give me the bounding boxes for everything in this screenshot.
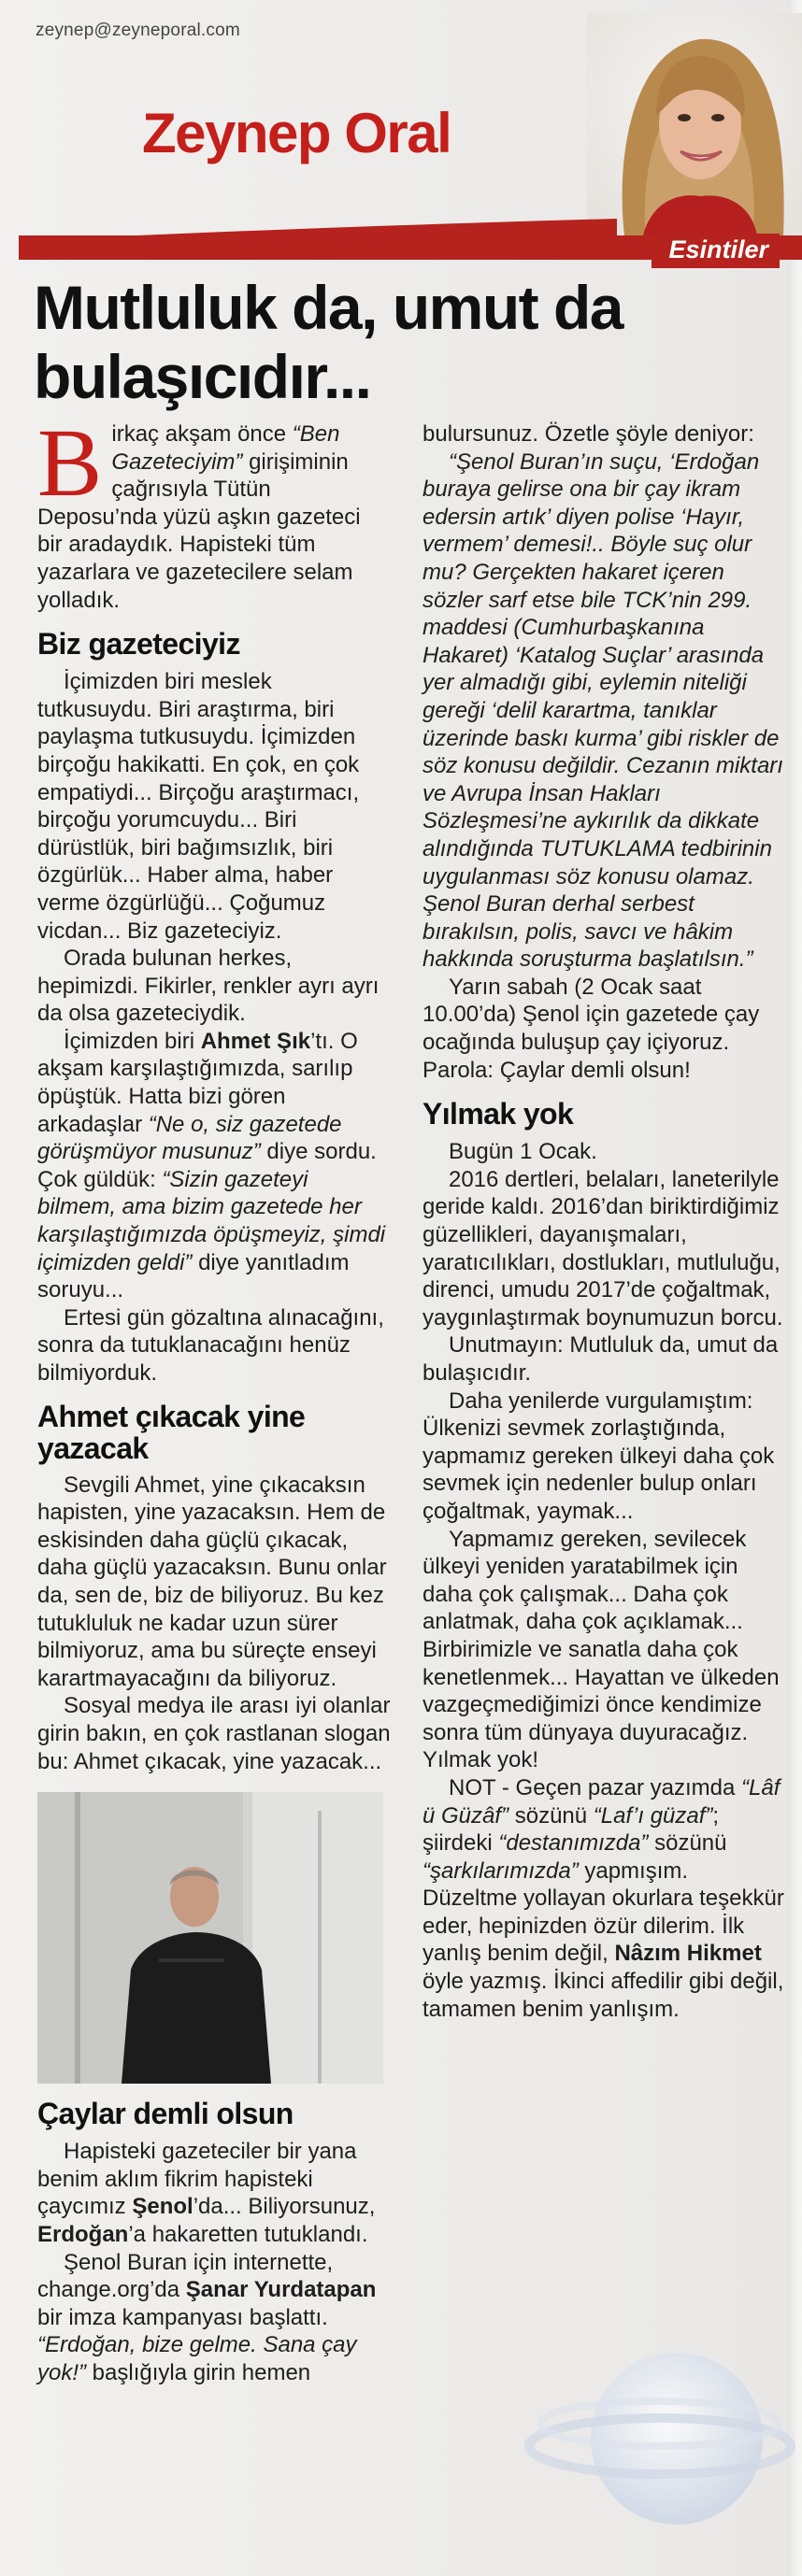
text-run: öyle yazmış. İkinci affedilir gibi değil, tamamen benim yanlışım. [422,1969,784,2022]
text-run: sözünü [508,1802,594,1829]
text-run: Ertesi gün gözaltına alınacağını, sonra da tutuklanacağını henüz bilmiyorduk. [37,1304,384,1386]
text-run: ’a hakaretten tutuklandı. [128,2221,368,2247]
section-heading-caylar: Çaylar demli olsun [37,2097,294,2131]
text-run: “Ne o, siz gazetede görüşmüyor musunuz” [37,1111,342,1165]
text-run: Erdoğan [37,2221,129,2247]
text-run: “Ben Gazeteciyim” [111,421,340,475]
column-label: Esintiler [652,234,780,268]
text-run: başlığıyla girin hemen [86,2359,311,2385]
ahmet-sik-photo [37,1792,383,2084]
text-run: Daha yenilerde vurgulamıştım: Ülkenizi sevmek zorlaştığında, yapmamız gereken ülkeyi daha çok sevmek için nedenler bulup onları çoğaltmak, yaymak... [422,1388,775,1524]
right-intro [422,420,789,1084]
text-run: “Şenol Buran’ın suçu, ‘Erdoğan buraya gelirse ona bir çay ikram edersin artık’ diyen polise ‘Hayır, vermem’ demesi!.. Böyle suç olur mu? Gerçekten hakaret içeren sözler sarf etse bile TCK’nin 299. maddesi (Cumhurbaşkanına Hakaret) ‘Katalog Suçlar’ arasında yer almadığı gibi, eylemin niteliği gereği ‘delil karartma, tanıklar üzerinde baskı kurma’ gibi riskler de söz konusu değildir. Cezanın miktarı ve Avrupa İnsan Hakları Sözleşmesi’ne aykırılık da dikkate alındığında TUTUKLAMA tedbirinin uygulanması söz konusu olamaz. Şenol Buran derhal serbest bırakılsın, polis, savcı ve hâkim hakkında soruşturma başlatılsın.” [422,448,783,973]
text-run: Orada bulunan herkes, hepimizdi. Fikirler, renkler ayrı ayrı da olsa gazeteciydik. [37,946,380,1027]
text-run: yapmışım. Düzeltme yollayan okurlara teşekkür eder, hepinizden özür dilerim. İlk yanlış benim değil, [422,1857,784,1967]
paragraph [422,1388,789,1526]
author-portrait [587,13,802,235]
text-run: Unutmayın: Mutluluk da, umut da bulaşıcıdır. [422,1332,779,1386]
text-run: Sosyal medya ile arası iyi olanlar girin bakın, en çok rastlanan slogan bu: Ahmet çıkacak, yine yazacak... [37,1693,391,1774]
text-run: Yarın sabah (2 Ocak saat 10.00’da) Şenol için gazetede çay ocağında buluşup çay içiyoruz. Parola: Çaylar demli olsun! [422,974,760,1083]
paragraph [37,2138,391,2248]
text-run: “Lâf ü Güzâf” [422,1774,781,1829]
section-caylar [37,2138,391,2386]
text-run: Yapmamız gereken, sevilecek ülkeyi yeniden yaratabilmek için daha çok çalışmak... Daha çok anlatmak, daha çok açıklamak... Birbirimizle ve sanatla daha çok kenetlenmek... Hayattan ve ülkeden vazgeçmediğimizi önce kendimize sonra tüm dünyaya duyuracağız. Yılmak yok! [422,1526,780,1773]
section-biz-gazeteciyiz [37,668,391,1387]
text-run: İçimizden biri [64,1028,201,1054]
paragraph [422,974,789,1084]
paragraph [422,1774,789,2023]
right-column [422,420,789,2023]
text-run: 2016 dertleri, belaları, laneterilyle geride kaldı. 2016’dan biriktirdiğimiz güzellikleri, dayanışmaları, yaratıcılıkları, dostlukları, mutluluğu, direnci, umudu 2017’de çoğaltmak, yaygınlaştırmak boynumuzun borcu. [422,1166,783,1331]
text-run: “destanımızda” [498,1830,649,1857]
paragraph [37,945,391,1028]
drop-cap: B [37,409,103,517]
paragraph [422,420,789,448]
text-run: sözünü [648,1830,727,1857]
text-run: ; şiirdeki [422,1802,720,1857]
text-run: Şanar Yurdatapan [185,2277,377,2303]
section-heading-yilmak-yok: Yılmak yok [422,1097,574,1131]
globe-watermark-icon [520,2323,800,2547]
section-heading-ahmet-cikacak: Ahmet çıkacak yine yazacak [37,1399,306,1465]
text-run: Nâzım Hikmet [614,1941,762,1967]
text-run: Ahmet Şık [200,1028,311,1054]
paragraph [37,1472,391,1693]
author-email[interactable]: zeynep@zeyneporal.com [36,21,240,40]
text-run: “Erdoğan, bize gelme. Sana çay yok!” [37,2332,357,2385]
text-run: bir imza kampanyası başlattı. [37,2304,328,2330]
text-run: Şenol Buran için internette, change.org’da [37,2249,334,2303]
section-yilmak-yok [422,1138,789,2023]
paragraph [422,1331,789,1387]
page-edge [787,0,802,2576]
paragraph [37,1692,391,1775]
paragraph [422,1166,789,1332]
text-run: Bugün 1 Ocak. [449,1139,597,1165]
text-run: “şarkılarımızda” [422,1857,579,1884]
text-run: ’da... Biliyorsunuz, [193,2194,376,2220]
text-run: diye sordu. Çok güldük: [37,1139,377,1192]
text-run: bulursunuz. Özetle şöyle deniyor: [422,421,754,447]
paragraph [37,1028,391,1304]
paragraph [422,1526,789,1774]
text-run: “Laf’ı güzaf” [593,1802,713,1829]
text-run: diye yanıtladım soruyu... [37,1249,350,1303]
paragraph [37,668,391,945]
section-ahmet-cikacak [37,1472,391,1776]
paragraph [37,1304,391,1388]
text-run: “Sizin gazeteyi bilmem, ama bizim gazetede her karşılaştığımızda öpüşmeyiz, şimdi içimizden geldi” [37,1166,386,1275]
text-run: Sevgili Ahmet, yine çıkacaksın hapisten, yine yazacaksın. Hem de eskisinden daha güçlü çıkacak, daha güçlü yazacaksın. Bunu onlar da, sen de, biz de biliyoruz. Bu kez tutukluluk ne kadar uzun sürer bilmiyoruz, ama bu süreçte enseyi karartmayacağını da biliyoruz. [37,1472,387,1691]
paragraph [422,448,789,974]
left-column [37,409,391,2386]
paragraph [37,2249,391,2387]
intro-paragraph [37,409,391,614]
text-run: irkaç akşam önce [111,421,293,447]
text-run: ’tı. O akşam karşılaştığımızda, sarılıp öpüştük. Hatta bizi gören arkadaşlar [37,1028,358,1137]
text-run: Hapisteki gazeteciler bir yana benim aklım fikrim hapisteki çaycımız [37,2139,357,2220]
author-name: Zeynep Oral [142,102,451,164]
text-run: Şenol [132,2194,193,2220]
article-headline: Mutluluk da, umut da bulaşıcıdır... [34,273,623,411]
paragraph [422,1138,789,1166]
text-run: girişiminin çağrısıyla Tütün Deposu’nda yüzü aşkın gazeteci bir aradaydık. Hapisteki tüm yazarlara ve gazetecilere selam yolladık. [37,448,361,613]
text-run: İçimizden biri meslek tutkusuydu. Biri araştırma, biri paylaşma tutkusuydu. İçimizden birçoğu hakikatti. En çok, en çok empatiydi... Birçoğu araştırmacı, birçoğu yorumcuydu... Biri dürüstlük, biri bağımsızlık, biri özgürlük... Haber alma, haber verme özgürlüğü... Çoğumuz vicdan... Biz gazeteciyiz. [37,669,360,944]
text-run: NOT - Geçen pazar yazımda [449,1774,742,1800]
section-heading-biz-gazeteciyiz: Biz gazeteciyiz [37,627,240,662]
